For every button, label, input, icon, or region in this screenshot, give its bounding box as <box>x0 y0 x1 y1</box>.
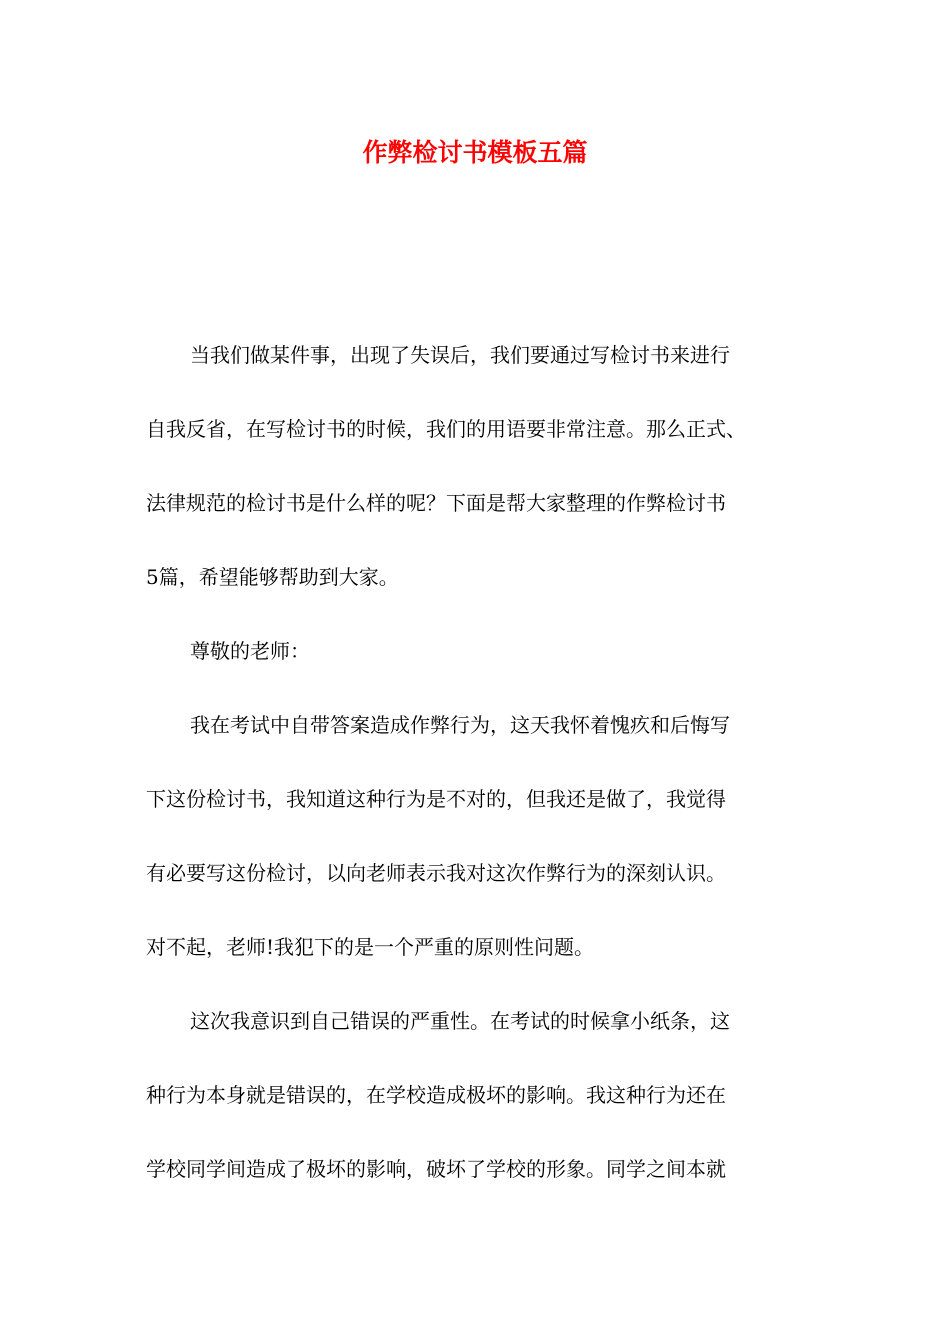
text-line: 当我们做某件事，出现了失误后，我们要通过写检讨书来进行 <box>190 343 730 367</box>
paragraph-confession <box>146 688 808 984</box>
text-line: 我在考试中自带答案造成作弊行为，这天我怀着愧疚和后悔写 <box>190 713 730 737</box>
document-title: 作弊检讨书模板五篇 <box>362 138 588 167</box>
text-line: 下这份检讨书，我知道这种行为是不对的，但我还是做了，我觉得 <box>146 787 726 811</box>
text-line: 学校同学间造成了极坏的影响，破坏了学校的形象。同学之间本就 <box>146 1157 726 1181</box>
text-line: 尊敬的老师： <box>190 639 310 663</box>
text-line: 法律规范的检讨书是什么样的呢？下面是帮大家整理的作弊检讨书 <box>146 491 726 515</box>
document-body <box>146 318 808 1206</box>
paragraph-intro <box>146 318 808 614</box>
text-line: 有必要写这份检讨，以向老师表示我对这次作弊行为的深刻认识。 <box>146 861 726 885</box>
text-line: 5篇，希望能够帮助到大家。 <box>146 565 399 589</box>
paragraph-reflection <box>146 984 808 1206</box>
text-line: 对不起，老师!我犯下的是一个严重的原则性问题。 <box>146 935 595 959</box>
paragraph-salutation <box>146 614 808 688</box>
text-line: 种行为本身就是错误的，在学校造成极坏的影响。我这种行为还在 <box>146 1083 726 1107</box>
text-line: 这次我意识到自己错误的严重性。在考试的时候拿小纸条，这 <box>190 1009 730 1033</box>
text-line: 自我反省，在写检讨书的时候，我们的用语要非常注意。那么正式、 <box>146 417 746 441</box>
